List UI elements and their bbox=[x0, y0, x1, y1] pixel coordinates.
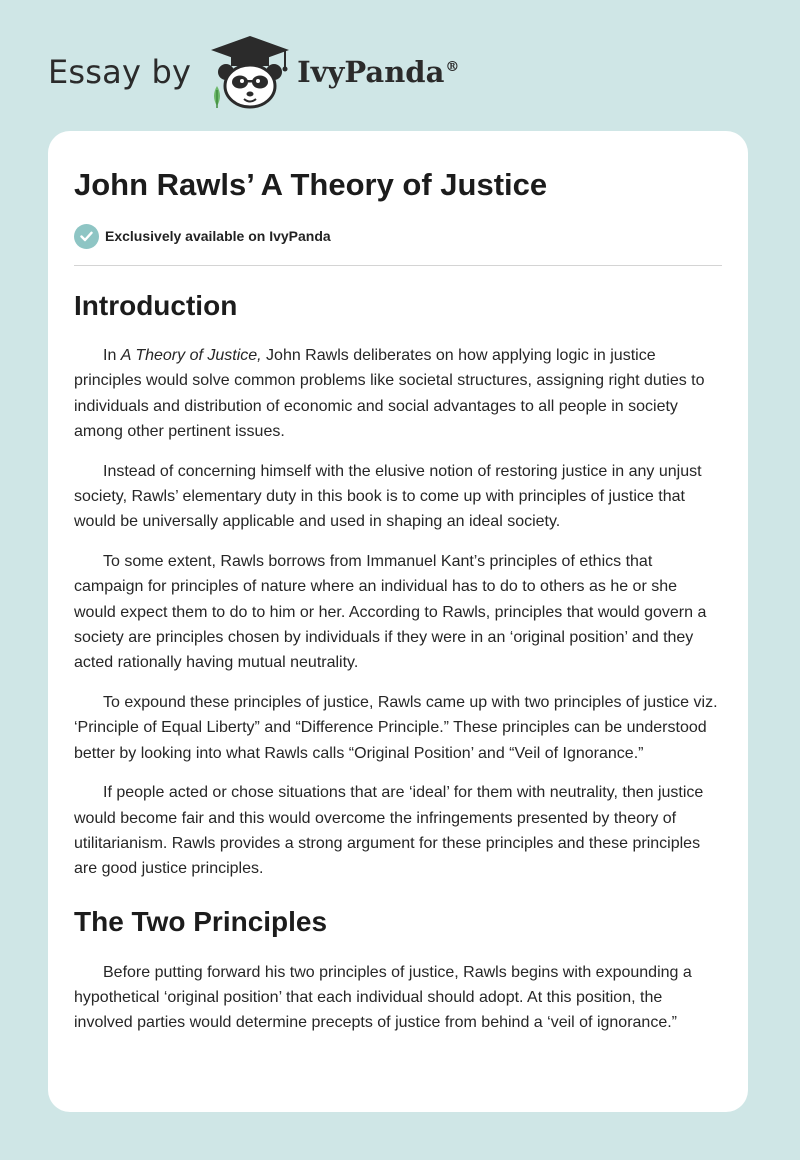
section-heading-two-principles: The Two Principles bbox=[74, 905, 328, 937]
site-header bbox=[48, 34, 459, 110]
availability-text: Exclusively available on IvyPanda bbox=[105, 228, 331, 244]
availability-badge bbox=[74, 223, 722, 249]
paragraph: To expound these principles of justice, Rawls came up with two principles of justice viz. ‘Principle of Equal Liberty” and “Difference Principle.” These principles can be understood better by looking into what Rawls calls “Original Position’ and “Veil of Ignorance.” bbox=[74, 694, 718, 762]
brand-name[interactable]: IvyPanda® bbox=[297, 55, 460, 89]
essay-title: John Rawls’ A Theory of Justice bbox=[74, 167, 548, 202]
divider bbox=[74, 265, 722, 266]
panda-graduation-cap-logo-icon[interactable] bbox=[207, 34, 293, 110]
section-heading-introduction: Introduction bbox=[74, 290, 238, 321]
paragraph: Before putting forward his two principles of justice, Rawls begins with expounding a hypothetical ‘original position’ that each individual should adopt. At this position, the involved parties would determine precepts of justice from behind a ‘veil of ignorance.” bbox=[74, 963, 692, 1032]
book-title-emphasis: A Theory of Justice, bbox=[120, 347, 262, 364]
essay-card bbox=[48, 131, 748, 1112]
paragraph: Instead of concerning himself with the elusive notion of restoring justice in any unjust society, Rawls’ elementary duty in this book is to come up with principles of justice that would be universally applicable and used in shaping an ideal society. bbox=[74, 462, 702, 531]
brand-prefix: Essay by bbox=[48, 53, 192, 91]
paragraph: In A Theory of Justice, John Rawls deliberates on how applying logic in justice principles would solve common problems like societal structures, assigning right duties to individuals and distribution of economic and social advantages to all people in society among other pertinent issues. bbox=[74, 347, 705, 440]
paragraph: To some extent, Rawls borrows from Immanuel Kant’s principles of ethics that campaign for principles of nature where an individual has to do to others as he or she would expect them to do to him or her. According to Rawls, principles that would govern a society are principles chosen by individuals if they were in an ‘original position’ and they acted rationally having mutual neutrality. bbox=[74, 553, 707, 672]
registered-mark: ® bbox=[445, 59, 460, 76]
paragraph: If people acted or chose situations that are ‘ideal’ for them with neutrality, then justice would become fair and this would overcome the infringements presented by theory of utilitarianism. Rawls provides a strong argument for these principles and these principles are good justice principles. bbox=[74, 784, 704, 878]
check-icon bbox=[74, 224, 99, 249]
